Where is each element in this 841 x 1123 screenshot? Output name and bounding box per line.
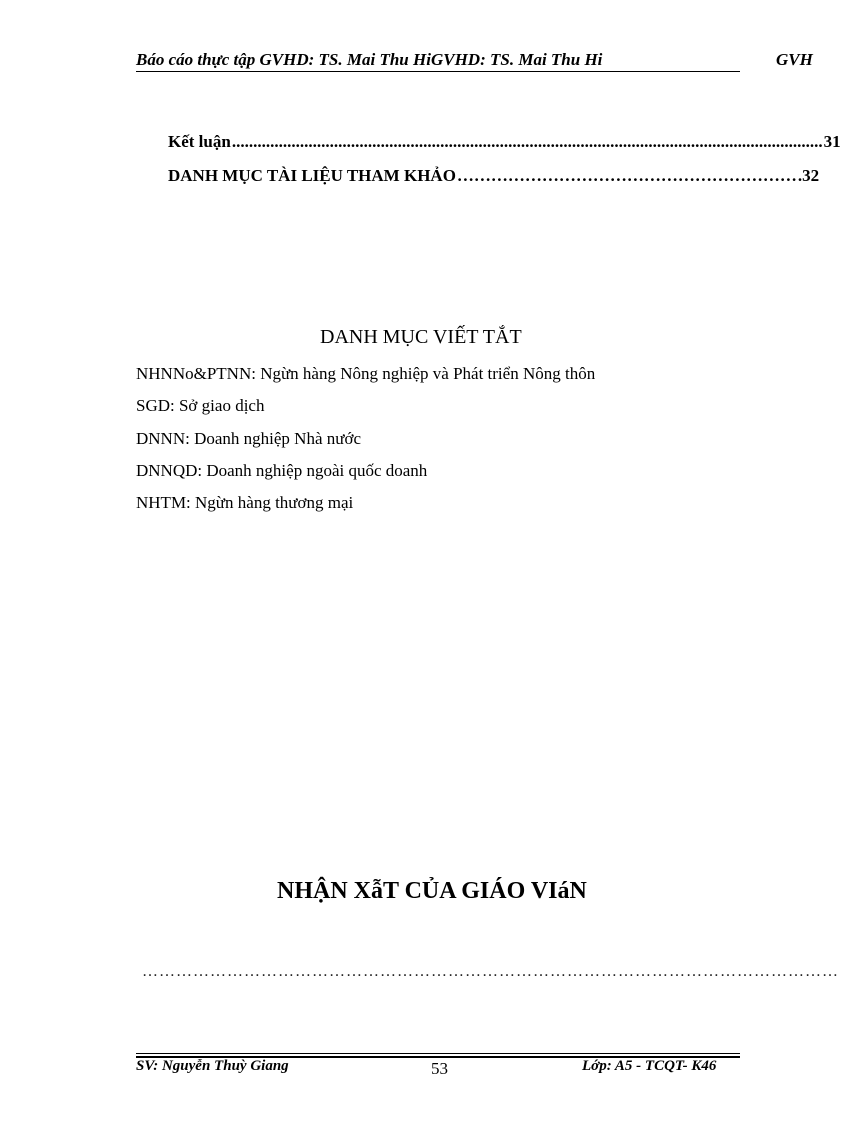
abbreviation-item: NHNNo&PTNN: Ngừn hàng Nông nghiệp và Phát triển Nông thôn <box>136 364 596 383</box>
abbreviation-item: NHTM: Ngừn hàng thương mại <box>136 493 354 512</box>
abbreviation-item: DNNN: Doanh nghiệp Nhà nước <box>136 429 361 448</box>
abbreviation-item: SGD: Sở giao dịch <box>136 396 265 415</box>
comment-dotted-line: …………………………………………………………………………………………………………… <box>142 963 839 980</box>
toc-leader-dots: …………………………………………………… <box>456 166 797 185</box>
header-title: Báo cáo thực tập GVHD: TS. Mai Thu HiGVHD: TS. Mai Thu Hi <box>136 50 603 69</box>
footer-student-name: SV: Nguyễn Thuỳ Giang <box>136 1058 289 1074</box>
abbreviations-title: DANH MỤC VIẾT TẮT <box>320 326 522 348</box>
footer-class: Lớp: A5 - TCQT- K46 <box>582 1058 717 1074</box>
header-title-overflow: GVH <box>776 50 813 69</box>
toc-entry-references <box>168 166 820 186</box>
teacher-comments-title: NHẬN XẫT CỦA GIÁO VIáN <box>277 878 587 904</box>
page-number: 53 <box>431 1059 448 1078</box>
toc-entry-conclusion <box>168 132 841 152</box>
toc-page-number: 31 <box>823 132 841 151</box>
header-rule <box>136 71 740 72</box>
footer-rule <box>136 1053 740 1054</box>
toc-page-number: .32 <box>797 166 820 185</box>
toc-entry-title: DANH MỤC TÀI LIỆU THAM KHẢO <box>168 166 456 185</box>
toc-leader-dots: ........................................................................................................................................... <box>231 132 823 151</box>
toc-entry-title: Kết luận <box>168 132 231 151</box>
abbreviation-item: DNNQD: Doanh nghiệp ngoài quốc doanh <box>136 461 428 480</box>
